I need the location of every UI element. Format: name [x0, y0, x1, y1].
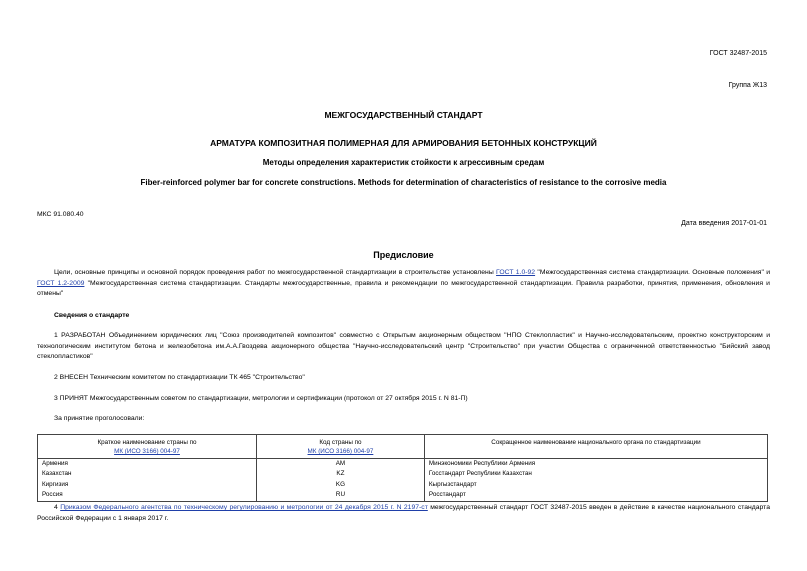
item-4-text: межгосударственный стандарт ГОСТ 32487-2015 введен в действие в качестве национального стандарта Российской Федерации с 1 января 2017 г.: [37, 504, 771, 522]
gost-1-0-92-link[interactable]: ГОСТ 1.0-92: [496, 269, 536, 276]
col-org-header-text: Сокращенное наименование национального органа по стандартизации: [491, 439, 701, 446]
mks-code: МКС 91.080.40: [37, 211, 84, 218]
org-cell: Росстандарт: [424, 490, 767, 501]
col-country-header-text: Краткое наименование страны по: [97, 439, 197, 446]
voting-table: [37, 434, 768, 502]
mk-iso-3166-code-link[interactable]: МК (ИСО 3166) 004-97: [307, 448, 374, 455]
item-3-adopted: 3 ПРИНЯТ Межгосударственным советом по стандартизации, метрологии и сертификации (протокол от 27 октября 2015 г. N 81-П): [54, 395, 468, 402]
rosstandart-order-link[interactable]: Приказом Федерального агентства по техническому регулированию и метрологии от 24 декабря 2015 г. N 2197-ст: [60, 504, 428, 511]
country-cell: Армения: [38, 459, 257, 470]
col-org-header: [424, 435, 767, 459]
mk-iso-3166-link[interactable]: МК (ИСО 3166) 004-97: [114, 448, 180, 455]
col-country-header: [38, 435, 257, 459]
code-cell: KG: [257, 480, 425, 490]
foreword-paragraph-1: [37, 268, 770, 300]
date-introduction: Дата введения 2017-01-01: [681, 220, 767, 227]
org-cell: Кыргызстандарт: [424, 480, 767, 490]
subtitle: Методы определения характеристик стойкости к агрессивным средам: [262, 158, 545, 167]
country-cell: Киргизия: [38, 480, 257, 490]
org-cell: Минэкономики Республики Армения: [424, 459, 767, 470]
english-title: Fiber-reinforced polymer bar for concrete constructions. Methods for determination of characteristics of resistance to the corrosive media: [140, 178, 667, 187]
item-4-number: 4: [54, 504, 61, 511]
table-row: [38, 459, 768, 470]
table-header-row: [38, 435, 768, 459]
item-4-enacted: [37, 503, 770, 524]
voted-label: За принятие проголосовали:: [54, 415, 145, 422]
doc-group: Группа Ж13: [728, 82, 767, 89]
standard-type: МЕЖГОСУДАРСТВЕННЫЙ СТАНДАРТ: [324, 110, 483, 120]
table-row: [38, 490, 768, 501]
code-cell: RU: [257, 490, 425, 501]
item-1-developed: 1 РАЗРАБОТАН Объединением юридических лиц "Союз производителей композитов" совместно с Открытым акционерным обществом "НПО Стеклопластик" и Научно-исследовательским, проектно конструкторским и технологическим институтом бетона и железобетона им.А.А.Гвоздева акционерного общества "Научно-исследовательский центр "Строительство" при участии Общества с ограниченной ответственностью "Бийский завод стеклопластиков": [37, 332, 770, 360]
main-title: АРМАТУРА КОМПОЗИТНАЯ ПОЛИМЕРНАЯ ДЛЯ АРМИРОВАНИЯ БЕТОННЫХ КОНСТРУКЦИЙ: [210, 138, 597, 148]
doc-number: ГОСТ 32487-2015: [709, 50, 767, 57]
org-cell: Госстандарт Республики Казахстан: [424, 469, 767, 479]
code-cell: KZ: [257, 469, 425, 479]
table-row: [38, 480, 768, 490]
info-heading: Сведения о стандарте: [54, 312, 130, 319]
country-cell: Казахстан: [38, 469, 257, 479]
gost-1-2-2009-link[interactable]: ГОСТ 1.2-2009: [37, 279, 85, 287]
foreword-p1-text-post: "Межгосударственная система стандартизации. Стандарты межгосударственные, правила и рекомендации по межгосударственной стандартизации. Правила разработки, принятия, применения, обновления и отмены": [37, 279, 770, 297]
table-row: [38, 469, 768, 479]
col-code-header-text: Код страны по: [319, 439, 362, 446]
item-2-introduced: 2 ВНЕСЕН Техническим комитетом по стандартизации ТК 465 "Строительство": [54, 374, 305, 381]
foreword-heading: Предисловие: [373, 250, 434, 260]
col-code-header: [257, 435, 425, 459]
foreword-p1-text-mid: "Межгосударственная система стандартизации. Основные положения" и: [535, 269, 770, 276]
foreword-p1-text-pre: Цели, основные принципы и основной порядок проведения работ по межгосударственной стандартизации в строительстве установлены: [54, 269, 497, 276]
code-cell: AM: [257, 459, 425, 470]
country-cell: Россия: [38, 490, 257, 501]
